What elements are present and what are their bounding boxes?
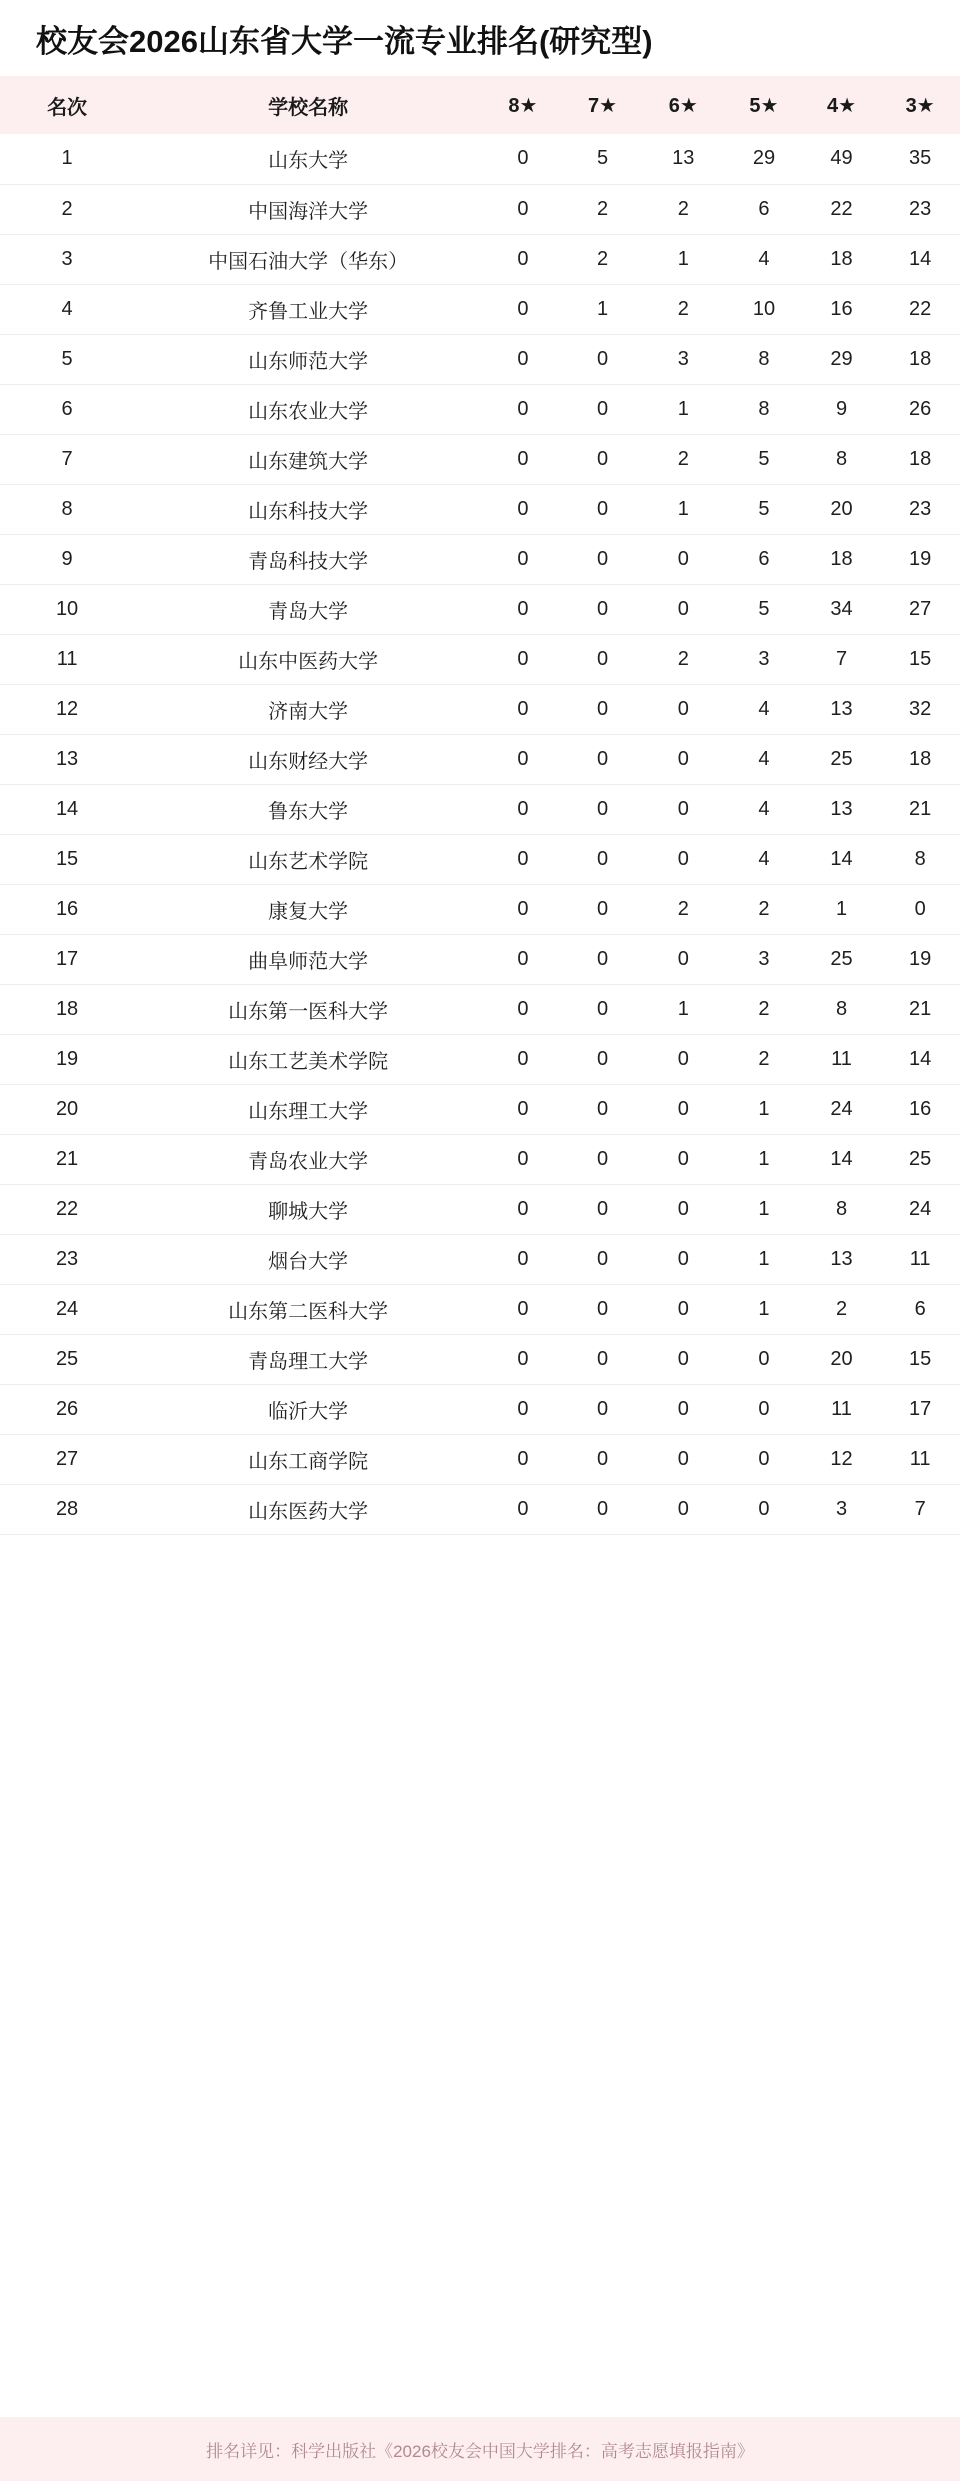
table-row bbox=[0, 834, 960, 884]
cell-star3: 17 bbox=[909, 1397, 932, 1420]
cell-star4: 2 bbox=[835, 1297, 848, 1320]
cell-star5: 3 bbox=[758, 947, 770, 970]
cell-star5: 6 bbox=[758, 197, 770, 220]
table-row bbox=[0, 1034, 960, 1084]
table-row bbox=[0, 984, 960, 1034]
cell-star5: 8 bbox=[758, 397, 770, 420]
cell-star5: 1 bbox=[758, 1097, 770, 1120]
cell-rank: 9 bbox=[61, 547, 73, 570]
cell-star3: 15 bbox=[909, 1347, 932, 1370]
cell-star8: 0 bbox=[517, 897, 529, 920]
cell-star3: 0 bbox=[914, 897, 926, 920]
cell-star4: 18 bbox=[830, 247, 853, 270]
cell-star6: 0 bbox=[677, 1297, 689, 1320]
cell-star8: 0 bbox=[517, 1297, 529, 1320]
cell-star7: 0 bbox=[597, 1197, 609, 1220]
cell-star6: 2 bbox=[677, 197, 689, 220]
cell-star6: 0 bbox=[677, 1097, 689, 1120]
cell-school-name: 中国海洋大学 bbox=[248, 200, 369, 223]
cell-rank: 23 bbox=[55, 1247, 79, 1270]
cell-school-name: 山东医药大学 bbox=[248, 1500, 369, 1523]
cell-star3: 6 bbox=[914, 1297, 926, 1320]
cell-star8: 0 bbox=[517, 1147, 529, 1170]
cell-star7: 0 bbox=[597, 1147, 609, 1170]
cell-rank: 21 bbox=[55, 1147, 79, 1170]
cell-star3: 18 bbox=[909, 747, 932, 770]
cell-star6: 0 bbox=[677, 797, 689, 820]
cell-star8: 0 bbox=[517, 997, 529, 1020]
cell-star4: 24 bbox=[830, 1097, 853, 1120]
table-row bbox=[0, 434, 960, 484]
cell-star7: 0 bbox=[597, 1447, 609, 1470]
cell-star6: 3 bbox=[677, 347, 689, 370]
cell-star4: 11 bbox=[831, 1397, 852, 1420]
cell-star3: 8 bbox=[914, 847, 926, 870]
cell-star8: 0 bbox=[517, 397, 529, 420]
table-row bbox=[0, 384, 960, 434]
column-header-star3: 3★ bbox=[905, 94, 935, 117]
cell-star5: 5 bbox=[758, 447, 770, 470]
cell-star6: 2 bbox=[677, 647, 689, 670]
cell-star4: 8 bbox=[835, 447, 848, 470]
cell-star5: 2 bbox=[758, 897, 770, 920]
cell-star3: 16 bbox=[909, 1097, 932, 1120]
cell-rank: 24 bbox=[55, 1297, 79, 1320]
cell-rank: 12 bbox=[55, 697, 79, 720]
cell-star4: 13 bbox=[830, 697, 853, 720]
column-header-star5: 5★ bbox=[749, 94, 779, 117]
cell-star6: 2 bbox=[677, 897, 689, 920]
cell-star8: 0 bbox=[517, 1097, 529, 1120]
cell-rank: 7 bbox=[61, 447, 73, 470]
cell-star5: 1 bbox=[758, 1197, 770, 1220]
cell-star7: 0 bbox=[597, 897, 609, 920]
cell-star3: 24 bbox=[909, 1197, 932, 1220]
cell-star3: 22 bbox=[909, 297, 932, 320]
table-row bbox=[0, 684, 960, 734]
column-header-star8: 8★ bbox=[508, 94, 538, 117]
cell-school-name: 临沂大学 bbox=[268, 1400, 349, 1423]
table-body bbox=[0, 134, 960, 1534]
footer-bar bbox=[0, 2417, 960, 2481]
cell-star4: 13 bbox=[830, 797, 853, 820]
cell-rank: 14 bbox=[55, 797, 79, 820]
cell-star8: 0 bbox=[517, 847, 529, 870]
cell-star7: 0 bbox=[597, 597, 609, 620]
cell-school-name: 山东艺术学院 bbox=[248, 850, 369, 873]
cell-star8: 0 bbox=[517, 1447, 529, 1470]
table-row bbox=[0, 534, 960, 584]
cell-star5: 4 bbox=[758, 747, 770, 770]
cell-star4: 14 bbox=[830, 847, 853, 870]
cell-star8: 0 bbox=[517, 1347, 529, 1370]
cell-star6: 1 bbox=[677, 397, 689, 420]
cell-school-name: 山东第二医科大学 bbox=[228, 1300, 389, 1323]
cell-star8: 0 bbox=[517, 1247, 529, 1270]
cell-star5: 4 bbox=[758, 797, 770, 820]
cell-star4: 3 bbox=[835, 1497, 848, 1520]
cell-rank: 26 bbox=[55, 1397, 79, 1420]
cell-rank: 17 bbox=[55, 947, 79, 970]
cell-star3: 19 bbox=[909, 947, 932, 970]
cell-school-name: 山东第一医科大学 bbox=[228, 1000, 389, 1023]
cell-school-name: 中国石油大学（华东） bbox=[208, 250, 409, 273]
cell-star7: 0 bbox=[597, 1047, 609, 1070]
cell-star3: 35 bbox=[909, 147, 932, 170]
cell-star8: 0 bbox=[517, 1197, 529, 1220]
table-row bbox=[0, 1434, 960, 1484]
cell-star5: 0 bbox=[758, 1347, 770, 1370]
cell-star4: 16 bbox=[830, 297, 853, 320]
cell-star3: 26 bbox=[909, 397, 932, 420]
cell-star7: 2 bbox=[597, 247, 609, 270]
cell-star5: 1 bbox=[758, 1297, 770, 1320]
cell-star8: 0 bbox=[517, 447, 529, 470]
cell-star5: 3 bbox=[758, 647, 770, 670]
cell-star5: 6 bbox=[758, 547, 770, 570]
cell-school-name: 济南大学 bbox=[268, 700, 349, 723]
cell-star7: 0 bbox=[597, 997, 609, 1020]
cell-rank: 6 bbox=[61, 397, 73, 420]
column-header-star7: 7★ bbox=[588, 94, 618, 117]
table-row bbox=[0, 484, 960, 534]
cell-star3: 14 bbox=[909, 1047, 932, 1070]
cell-star4: 8 bbox=[835, 1197, 848, 1220]
cell-star3: 18 bbox=[909, 347, 932, 370]
cell-star7: 5 bbox=[597, 147, 609, 170]
cell-star7: 0 bbox=[597, 647, 609, 670]
table-row bbox=[0, 1284, 960, 1334]
cell-star4: 1 bbox=[835, 897, 848, 920]
cell-star7: 0 bbox=[597, 1347, 609, 1370]
content-spacer bbox=[0, 1535, 960, 2418]
cell-rank: 18 bbox=[55, 997, 79, 1020]
cell-star7: 2 bbox=[597, 197, 609, 220]
cell-star3: 23 bbox=[909, 197, 932, 220]
cell-rank: 28 bbox=[55, 1497, 79, 1520]
cell-star5: 5 bbox=[758, 497, 770, 520]
cell-star3: 32 bbox=[909, 697, 932, 720]
cell-star4: 14 bbox=[830, 1147, 853, 1170]
cell-star8: 0 bbox=[517, 1047, 529, 1070]
table-header bbox=[0, 76, 960, 134]
cell-star6: 0 bbox=[677, 1047, 689, 1070]
cell-school-name: 康复大学 bbox=[268, 900, 349, 923]
cell-star6: 0 bbox=[677, 597, 689, 620]
cell-school-name: 齐鲁工业大学 bbox=[248, 300, 369, 323]
cell-star6: 0 bbox=[677, 1397, 689, 1420]
table-row bbox=[0, 1184, 960, 1234]
cell-star6: 2 bbox=[677, 447, 689, 470]
cell-star3: 25 bbox=[909, 1147, 932, 1170]
cell-star5: 4 bbox=[758, 697, 770, 720]
cell-rank: 19 bbox=[55, 1047, 79, 1070]
cell-star3: 14 bbox=[909, 247, 932, 270]
cell-rank: 22 bbox=[55, 1197, 79, 1220]
cell-star4: 25 bbox=[830, 747, 853, 770]
cell-school-name: 鲁东大学 bbox=[268, 800, 349, 823]
table-row bbox=[0, 884, 960, 934]
cell-star5: 1 bbox=[758, 1147, 770, 1170]
cell-star6: 1 bbox=[677, 497, 689, 520]
cell-star6: 0 bbox=[677, 1247, 689, 1270]
cell-star7: 0 bbox=[597, 697, 609, 720]
cell-star8: 0 bbox=[517, 547, 529, 570]
cell-rank: 20 bbox=[55, 1097, 79, 1120]
column-header-rank: 名次 bbox=[47, 96, 88, 119]
cell-star7: 0 bbox=[597, 847, 609, 870]
cell-star7: 0 bbox=[597, 547, 609, 570]
cell-rank: 25 bbox=[55, 1347, 79, 1370]
cell-star6: 0 bbox=[677, 1447, 689, 1470]
cell-star3: 7 bbox=[914, 1497, 926, 1520]
cell-school-name: 山东工商学院 bbox=[248, 1450, 369, 1473]
cell-star8: 0 bbox=[517, 497, 529, 520]
table-row bbox=[0, 784, 960, 834]
table-row bbox=[0, 934, 960, 984]
cell-school-name: 青岛科技大学 bbox=[248, 550, 369, 573]
cell-star7: 0 bbox=[597, 397, 609, 420]
cell-star5: 8 bbox=[758, 347, 770, 370]
table-row bbox=[0, 1484, 960, 1534]
cell-star6: 0 bbox=[677, 1197, 689, 1220]
cell-star3: 15 bbox=[909, 647, 932, 670]
table-row bbox=[0, 1234, 960, 1284]
cell-rank: 4 bbox=[61, 297, 73, 320]
table-row bbox=[0, 334, 960, 384]
cell-star6: 0 bbox=[677, 1147, 689, 1170]
cell-star7: 0 bbox=[597, 1247, 609, 1270]
cell-star7: 1 bbox=[597, 297, 609, 320]
cell-rank: 10 bbox=[55, 597, 79, 620]
cell-star4: 29 bbox=[830, 347, 853, 370]
cell-star3: 19 bbox=[909, 547, 932, 570]
cell-star6: 0 bbox=[677, 747, 689, 770]
cell-school-name: 山东中医药大学 bbox=[238, 650, 379, 673]
cell-star8: 0 bbox=[517, 147, 529, 170]
cell-star7: 0 bbox=[597, 497, 609, 520]
cell-star7: 0 bbox=[597, 797, 609, 820]
footer-note: 排名详见：科学出版社《2026校友会中国大学排名：高考志愿填报指南》 bbox=[206, 2441, 754, 2461]
cell-rank: 16 bbox=[55, 897, 79, 920]
table-row bbox=[0, 184, 960, 234]
cell-star4: 22 bbox=[830, 197, 853, 220]
cell-school-name: 山东大学 bbox=[268, 150, 349, 173]
cell-star6: 0 bbox=[677, 547, 689, 570]
table-row bbox=[0, 1334, 960, 1384]
cell-star5: 5 bbox=[758, 597, 770, 620]
cell-star5: 0 bbox=[758, 1497, 770, 1520]
cell-rank: 15 bbox=[55, 847, 79, 870]
cell-rank: 3 bbox=[61, 247, 73, 270]
cell-star4: 25 bbox=[830, 947, 853, 970]
cell-star8: 0 bbox=[517, 247, 529, 270]
cell-star3: 11 bbox=[909, 1247, 931, 1270]
cell-star5: 1 bbox=[758, 1247, 770, 1270]
cell-star8: 0 bbox=[517, 297, 529, 320]
cell-school-name: 山东工艺美术学院 bbox=[228, 1050, 389, 1073]
cell-rank: 5 bbox=[61, 347, 73, 370]
cell-star6: 0 bbox=[677, 1347, 689, 1370]
column-header-star6: 6★ bbox=[668, 94, 698, 117]
table-row bbox=[0, 1134, 960, 1184]
cell-star6: 0 bbox=[677, 697, 689, 720]
column-header-name: 学校名称 bbox=[268, 96, 349, 119]
cell-star7: 0 bbox=[597, 747, 609, 770]
cell-school-name: 曲阜师范大学 bbox=[248, 950, 369, 973]
cell-star8: 0 bbox=[517, 597, 529, 620]
cell-rank: 8 bbox=[61, 497, 73, 520]
table-row bbox=[0, 1384, 960, 1434]
cell-star6: 0 bbox=[677, 947, 689, 970]
cell-school-name: 山东财经大学 bbox=[248, 750, 369, 773]
cell-rank: 2 bbox=[61, 197, 73, 220]
cell-star3: 18 bbox=[909, 447, 932, 470]
cell-star5: 4 bbox=[758, 847, 770, 870]
table-row bbox=[0, 584, 960, 634]
cell-star4: 20 bbox=[830, 1347, 853, 1370]
cell-star4: 34 bbox=[830, 597, 853, 620]
cell-star5: 2 bbox=[758, 1047, 770, 1070]
cell-star6: 13 bbox=[672, 147, 695, 170]
cell-star8: 0 bbox=[517, 197, 529, 220]
cell-star5: 4 bbox=[758, 247, 770, 270]
cell-star7: 0 bbox=[597, 947, 609, 970]
cell-star8: 0 bbox=[517, 1497, 529, 1520]
cell-star4: 13 bbox=[830, 1247, 853, 1270]
cell-school-name: 聊城大学 bbox=[268, 1200, 349, 1223]
cell-star8: 0 bbox=[517, 947, 529, 970]
cell-school-name: 山东建筑大学 bbox=[248, 450, 369, 473]
cell-star6: 0 bbox=[677, 847, 689, 870]
cell-star4: 11 bbox=[831, 1047, 852, 1070]
cell-school-name: 青岛农业大学 bbox=[248, 1150, 369, 1173]
cell-star7: 0 bbox=[597, 447, 609, 470]
ranking-table bbox=[0, 76, 960, 1535]
cell-star8: 0 bbox=[517, 347, 529, 370]
page-title: 校友会2026山东省大学一流专业排名(研究型) bbox=[36, 23, 653, 59]
page-title-bar bbox=[0, 0, 960, 76]
cell-star8: 0 bbox=[517, 747, 529, 770]
column-header-star4: 4★ bbox=[826, 94, 857, 117]
cell-school-name: 山东师范大学 bbox=[248, 350, 369, 373]
table-row bbox=[0, 1084, 960, 1134]
table-row bbox=[0, 234, 960, 284]
cell-star8: 0 bbox=[517, 697, 529, 720]
cell-star4: 20 bbox=[830, 497, 853, 520]
cell-star7: 0 bbox=[597, 1497, 609, 1520]
cell-school-name: 山东理工大学 bbox=[248, 1100, 369, 1123]
cell-star6: 0 bbox=[677, 1497, 689, 1520]
cell-star8: 0 bbox=[517, 797, 529, 820]
cell-star7: 0 bbox=[597, 1097, 609, 1120]
cell-rank: 13 bbox=[55, 747, 79, 770]
cell-star8: 0 bbox=[517, 1397, 529, 1420]
cell-star7: 0 bbox=[597, 1297, 609, 1320]
cell-school-name: 山东农业大学 bbox=[248, 400, 369, 423]
cell-star6: 2 bbox=[677, 297, 689, 320]
cell-rank: 1 bbox=[61, 147, 73, 170]
cell-star3: 27 bbox=[909, 597, 932, 620]
cell-star3: 21 bbox=[909, 797, 932, 820]
cell-star3: 21 bbox=[909, 997, 932, 1020]
cell-star5: 0 bbox=[758, 1447, 770, 1470]
cell-rank: 27 bbox=[55, 1447, 79, 1470]
cell-star7: 0 bbox=[597, 1397, 609, 1420]
table-header-row bbox=[0, 76, 960, 134]
cell-rank: 11 bbox=[56, 647, 78, 670]
cell-star5: 2 bbox=[758, 997, 770, 1020]
cell-star4: 9 bbox=[835, 397, 848, 420]
cell-star6: 1 bbox=[677, 247, 689, 270]
cell-star5: 0 bbox=[758, 1397, 770, 1420]
table-row bbox=[0, 134, 960, 184]
cell-star4: 18 bbox=[830, 547, 853, 570]
cell-star3: 11 bbox=[909, 1447, 931, 1470]
cell-star5: 10 bbox=[752, 297, 776, 320]
cell-star5: 29 bbox=[752, 147, 776, 170]
table-row bbox=[0, 284, 960, 334]
cell-school-name: 青岛理工大学 bbox=[248, 1350, 369, 1373]
table-row bbox=[0, 734, 960, 784]
cell-star7: 0 bbox=[597, 347, 609, 370]
cell-star6: 1 bbox=[677, 997, 689, 1020]
cell-school-name: 山东科技大学 bbox=[248, 500, 369, 523]
cell-star4: 8 bbox=[835, 997, 848, 1020]
cell-star3: 23 bbox=[909, 497, 932, 520]
cell-star4: 49 bbox=[830, 147, 853, 170]
cell-star4: 12 bbox=[830, 1447, 853, 1470]
table-row bbox=[0, 634, 960, 684]
cell-school-name: 烟台大学 bbox=[268, 1250, 349, 1273]
cell-school-name: 青岛大学 bbox=[268, 600, 349, 623]
cell-star8: 0 bbox=[517, 647, 529, 670]
cell-star4: 7 bbox=[835, 647, 848, 670]
